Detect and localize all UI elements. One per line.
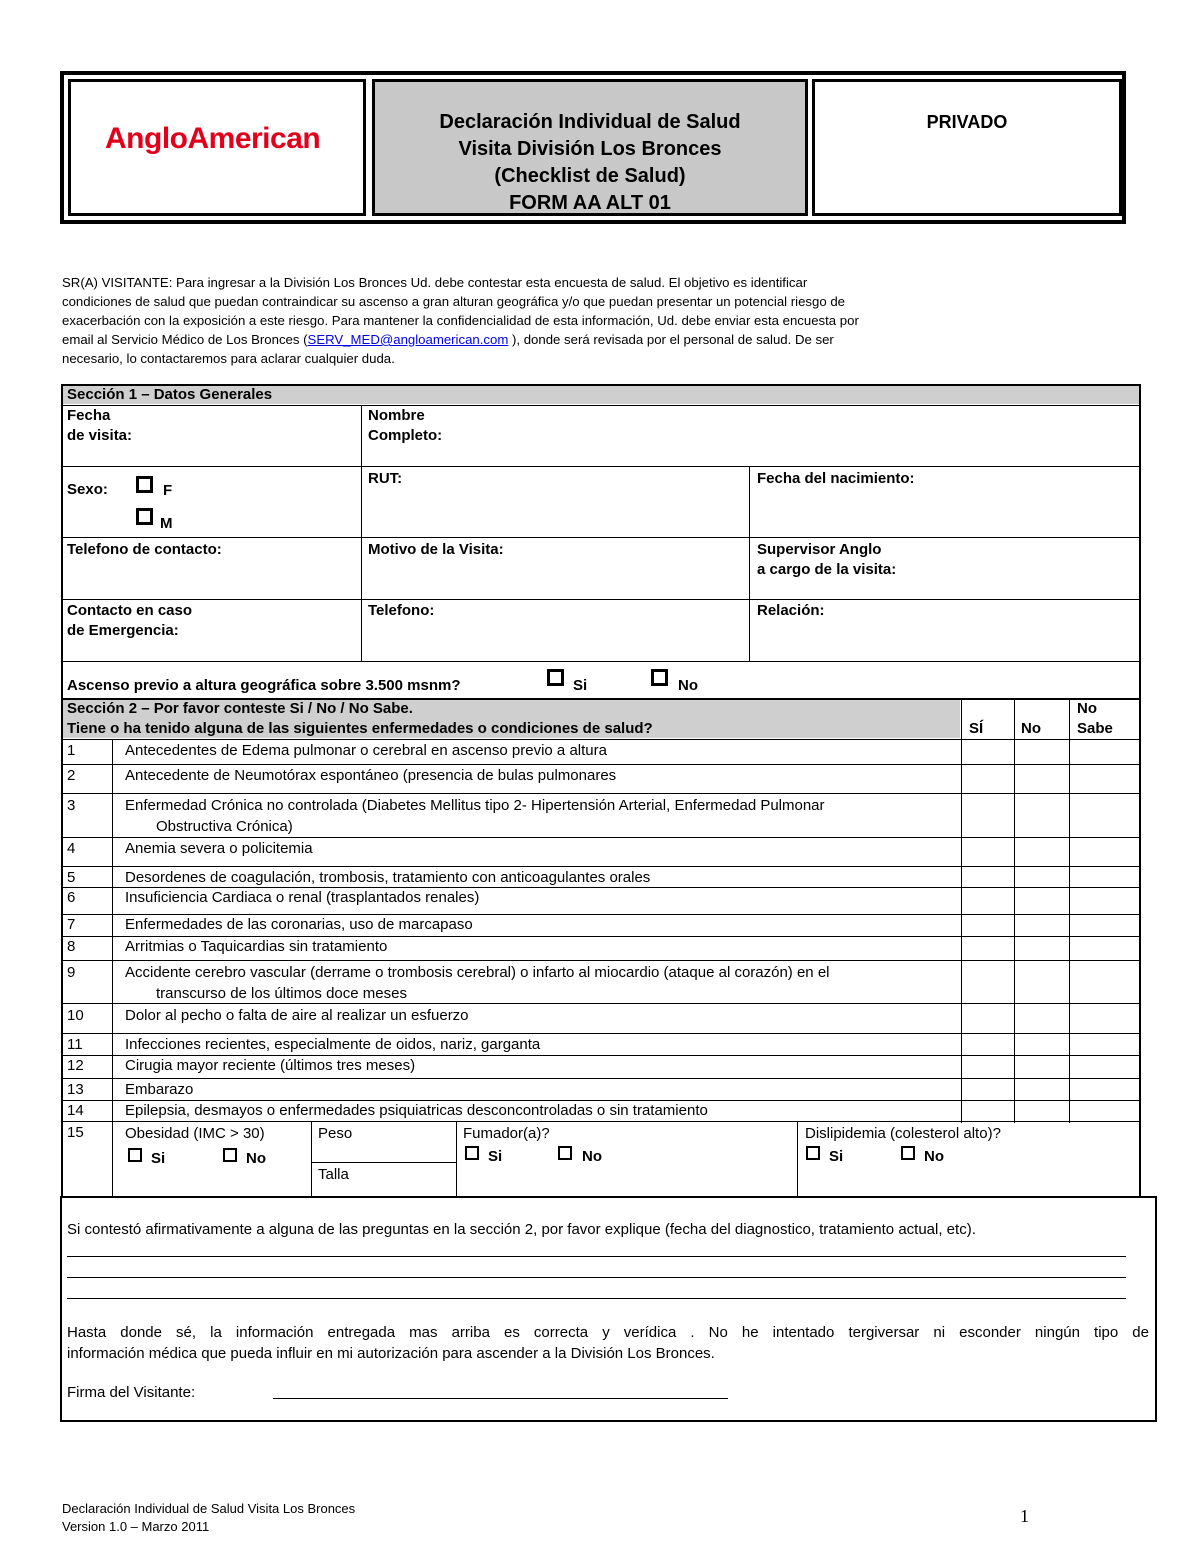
section1-table <box>61 384 1141 700</box>
divider <box>61 661 1141 662</box>
declaration-line-1: Hasta donde sé, la información entregada mas arriba es correcta y verídica . No he intentado tergiversar ni esconder ningún tipo de <box>67 1324 1149 1341</box>
telefono-label: Telefono: <box>368 602 435 619</box>
divider <box>61 466 1141 467</box>
peso-label: Peso <box>318 1125 353 1142</box>
row-number: 4 <box>67 840 76 857</box>
sexo-label: Sexo: <box>67 481 108 498</box>
row-number: 5 <box>67 869 76 886</box>
divider <box>61 537 1141 538</box>
motivo-label: Motivo de la Visita: <box>368 541 504 558</box>
ascenso-si-checkbox[interactable] <box>547 669 564 686</box>
telefono-contacto-label: Telefono de contacto: <box>67 541 222 558</box>
divider <box>749 466 750 662</box>
col-nosabe-header-2: Sabe <box>1077 720 1113 737</box>
intro-line: exacerbación con la exposición a este riesgo. Para mantener la confidencialidad de esta información, Ud. debe enviar esta encuesta por <box>62 313 859 328</box>
title-cell <box>372 79 808 216</box>
condition-text: Insuficiencia Cardiaca o renal (trasplantados renales) <box>125 889 480 906</box>
intro-line: necesario, lo contactaremos para aclarar cualquier duda. <box>62 351 395 366</box>
condition-text: Desordenes de coagulación, trombosis, tratamiento con anticoagulantes orales <box>125 869 651 886</box>
condition-text: Infecciones recientes, especialmente de oidos, nariz, garganta <box>125 1036 541 1053</box>
intro-line <box>62 330 1062 349</box>
section2-title-2: Tiene o ha tenido alguna de las siguientes enfermedades o condiciones de salud? <box>67 720 653 737</box>
divider <box>61 793 1141 794</box>
privacy-cell <box>812 79 1122 216</box>
footer-doc-title: Declaración Individual de Salud Visita Los Bronces <box>62 1501 356 1516</box>
intro-line: SR(A) VISITANTE: Para ingresar a la División Los Bronces Ud. debe contestar esta encuesta de salud. El objetivo es identificar <box>62 275 808 290</box>
ascenso-no-checkbox[interactable] <box>651 669 668 686</box>
row-number: 1 <box>67 742 76 759</box>
dislipidemia-si-label: Si <box>829 1148 844 1165</box>
logo-cell <box>68 79 366 216</box>
footer <box>62 1500 355 1536</box>
row-number: 11 <box>67 1036 83 1053</box>
signature-line[interactable] <box>273 1398 728 1399</box>
divider <box>61 739 1141 740</box>
intro-text: ), donde será revisada por el personal de salud. De ser <box>508 332 834 347</box>
row-number: 9 <box>67 964 76 981</box>
email-link[interactable]: SERV_MED@angloamerican.com <box>307 332 509 347</box>
section2-title-1: Sección 2 – Por favor conteste Si / No / No Sabe. <box>67 700 413 717</box>
condition-text: Antecedente de Neumotórax espontáneo (presencia de bulas pulmonares <box>125 767 617 784</box>
fumador-label: Fumador(a)? <box>463 1125 550 1142</box>
sexo-m-checkbox[interactable] <box>136 508 153 525</box>
divider <box>61 960 1141 961</box>
nombre-label: Nombre <box>368 407 425 424</box>
intro-paragraph <box>62 273 1062 368</box>
rut-label: RUT: <box>368 470 403 487</box>
explain-instruction: Si contestó afirmativamente a alguna de las preguntas en la sección 2, por favor explique (fecha del diagnostico, tratamiento actual, etc). <box>67 1221 976 1238</box>
divider <box>961 698 962 1123</box>
title-line: Declaración Individual de Salud <box>439 111 741 133</box>
dislipidemia-si-checkbox[interactable] <box>806 1146 820 1160</box>
condition-text: Dolor al pecho o falta de aire al realizar un esfuerzo <box>125 1007 469 1024</box>
supervisor-label-2: a cargo de la visita: <box>757 561 897 578</box>
col-nosabe-header-1: No <box>1077 700 1097 717</box>
obesidad-si-label: Si <box>151 1150 166 1167</box>
row-number: 13 <box>67 1081 84 1098</box>
divider <box>797 1121 798 1198</box>
explain-line-3[interactable] <box>67 1298 1126 1299</box>
condition-text: Accidente cerebro vascular (derrame o trombosis cerebral) o infarto al miocardio (ataque al corazón) en el <box>125 964 830 981</box>
page-number: 1 <box>1020 1506 1029 1526</box>
privacy-label: PRIVADO <box>926 112 1008 132</box>
condition-text: Arritmias o Taquicardias sin tratamiento <box>125 938 388 955</box>
company-logo: AngloAmerican <box>105 122 321 155</box>
divider <box>1069 698 1070 1123</box>
fumador-no-label: No <box>582 1148 602 1165</box>
col-si-header: SÍ <box>969 720 984 737</box>
obesidad-no-label: No <box>246 1150 266 1167</box>
row-number: 3 <box>67 797 76 814</box>
condition-text: Enfermedades de las coronarias, uso de marcapaso <box>125 916 473 933</box>
divider <box>61 1033 1141 1034</box>
condition-text: Epilepsia, desmayos o enfermedades psiquiatricas desconcontroladas o sin tratamiento <box>125 1102 708 1119</box>
divider <box>61 405 1141 406</box>
condition-text-continued: Obstructiva Crónica) <box>156 818 293 835</box>
sexo-m-label: M <box>160 515 173 532</box>
divider <box>1014 698 1015 1123</box>
divider <box>112 739 113 1198</box>
divider <box>361 405 362 537</box>
divider <box>61 866 1141 867</box>
obesidad-label: Obesidad (IMC > 30) <box>125 1125 265 1142</box>
talla-label: Talla <box>318 1166 349 1183</box>
intro-text: email al Servicio Médico de Los Bronces ( <box>62 332 308 347</box>
intro-line: condiciones de salud que puedan contraindicar su ascenso a gran alturan geográfica y/o que puedan presentar un potencial riesgo de <box>62 294 846 309</box>
divider <box>61 1121 1141 1122</box>
title-line: (Checklist de Salud) <box>494 165 686 187</box>
ascenso-no-label: No <box>678 677 698 694</box>
row-number: 14 <box>67 1102 84 1119</box>
section1-title: Sección 1 – Datos Generales <box>67 386 273 403</box>
obesidad-no-checkbox[interactable] <box>223 1148 237 1162</box>
sexo-f-label: F <box>163 482 173 499</box>
de-visita-label: de visita: <box>67 427 133 444</box>
fecha-label: Fecha <box>67 407 111 424</box>
explain-line-2[interactable] <box>67 1277 1126 1278</box>
form-title <box>375 109 805 217</box>
condition-text: Embarazo <box>125 1081 194 1098</box>
row-number: 6 <box>67 889 76 906</box>
divider <box>311 1162 456 1163</box>
divider <box>61 1078 1141 1079</box>
contacto-label-1: Contacto en caso <box>67 602 193 619</box>
divider <box>311 1121 312 1198</box>
divider <box>61 599 1141 600</box>
row-number: 8 <box>67 938 76 955</box>
fumador-si-label: Si <box>488 1148 503 1165</box>
form-header <box>60 71 1126 224</box>
condition-text-continued: transcurso de los últimos doce meses <box>156 985 407 1002</box>
condition-text: Enfermedad Crónica no controlada (Diabetes Mellitus tipo 2- Hipertensión Arterial, Enfermedad Pulmonar <box>125 797 825 814</box>
condition-text: Cirugia mayor reciente (últimos tres meses) <box>125 1057 416 1074</box>
fecha-nacimiento-label: Fecha del nacimiento: <box>757 470 915 487</box>
fumador-no-checkbox[interactable] <box>558 1146 572 1160</box>
dislipidemia-no-checkbox[interactable] <box>901 1146 915 1160</box>
row-number: 12 <box>67 1057 84 1074</box>
declaration-line-2: información médica que pueda influir en mi autorización para ascender a la División Los Bronces. <box>67 1345 715 1362</box>
contacto-label-2: de Emergencia: <box>67 622 179 639</box>
row-number: 10 <box>67 1007 84 1024</box>
condition-text: Anemia severa o policitemia <box>125 840 313 857</box>
divider <box>456 1121 457 1198</box>
dislipidemia-no-label: No <box>924 1148 944 1165</box>
title-line: FORM AA ALT 01 <box>509 192 671 214</box>
divider <box>61 837 1141 838</box>
completo-label: Completo: <box>368 427 443 444</box>
row-number: 7 <box>67 916 76 933</box>
sexo-f-checkbox[interactable] <box>136 476 153 493</box>
footer-version: Version 1.0 – Marzo 2011 <box>62 1519 210 1534</box>
row-number: 15 <box>67 1124 84 1141</box>
ascenso-si-label: Si <box>573 677 588 694</box>
obesidad-si-checkbox[interactable] <box>128 1148 142 1162</box>
condition-text: Antecedentes de Edema pulmonar o cerebral en ascenso previo a altura <box>125 742 607 759</box>
supervisor-label-1: Supervisor Anglo <box>757 541 882 558</box>
dislipidemia-label: Dislipidemia (colesterol alto)? <box>805 1125 1001 1142</box>
row-number: 2 <box>67 767 76 784</box>
fumador-si-checkbox[interactable] <box>465 1146 479 1160</box>
relacion-label: Relación: <box>757 602 825 619</box>
explain-line-1[interactable] <box>67 1256 1126 1257</box>
col-no-header: No <box>1021 720 1041 737</box>
divider <box>61 764 1141 765</box>
ascenso-label: Ascenso previo a altura geográfica sobre 3.500 msnm? <box>67 677 461 694</box>
title-line: Visita División Los Bronces <box>458 138 722 160</box>
firma-label: Firma del Visitante: <box>67 1384 196 1401</box>
